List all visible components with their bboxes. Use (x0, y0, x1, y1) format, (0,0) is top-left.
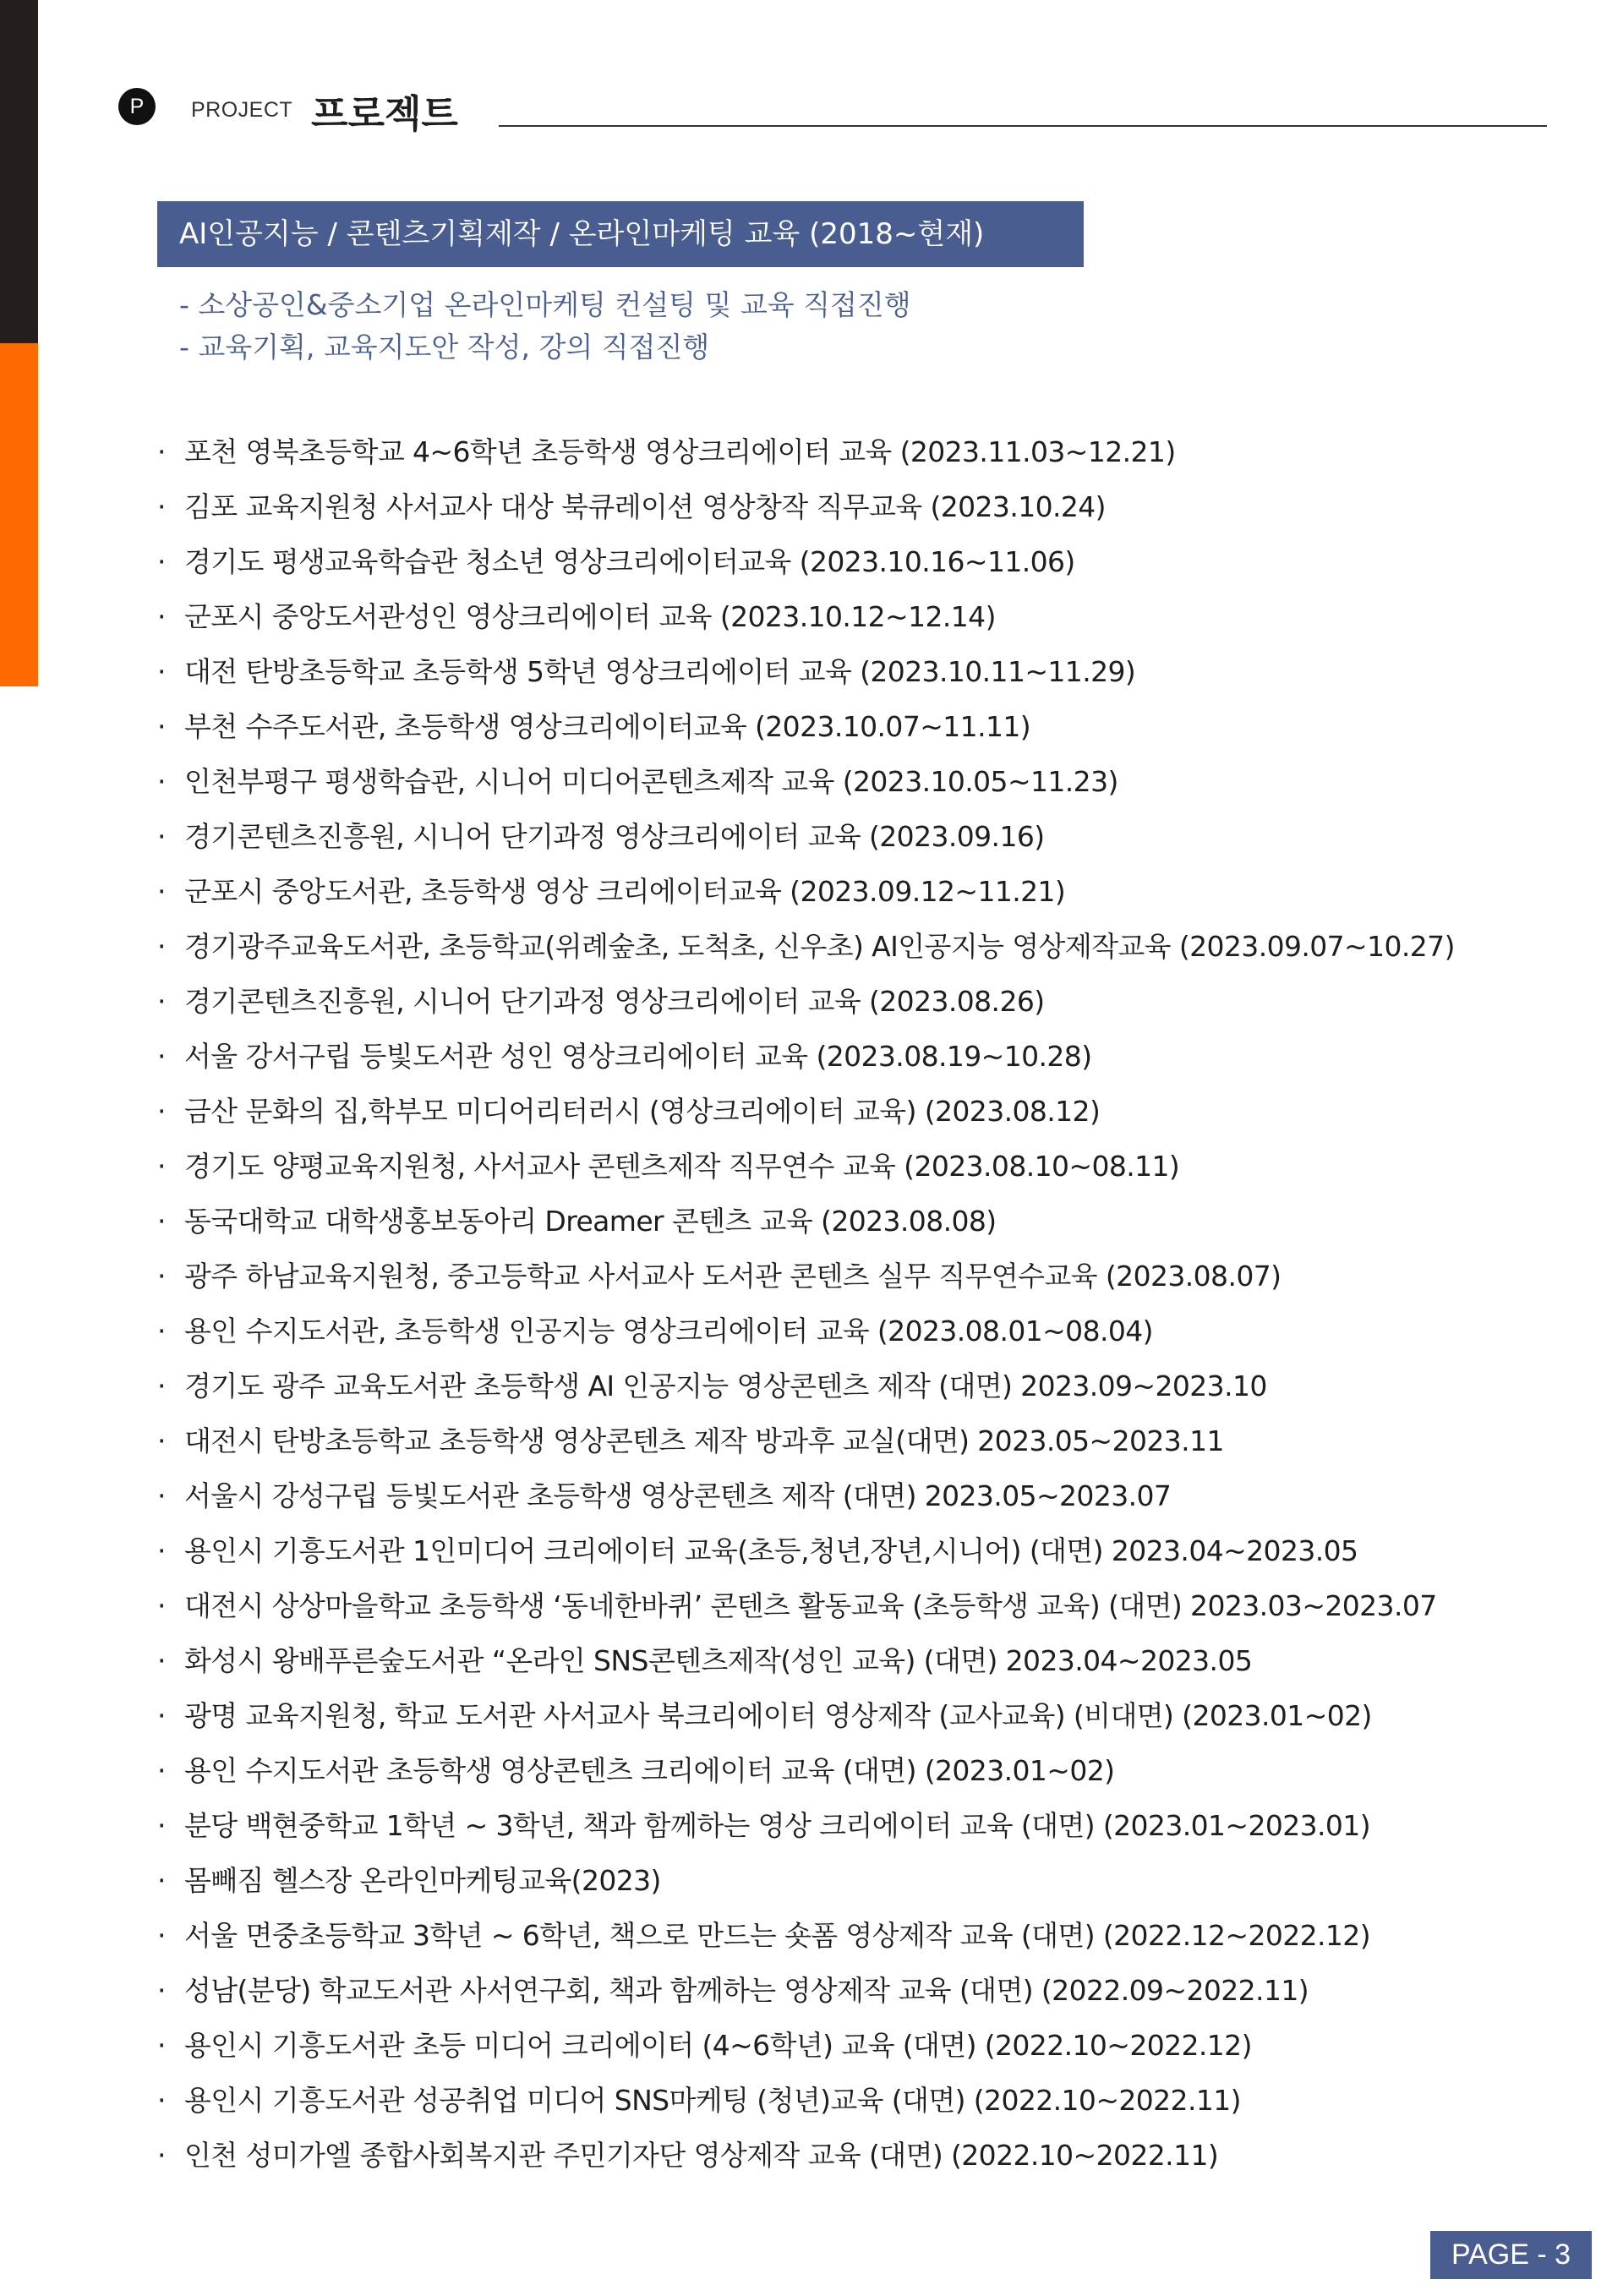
project-list-item (157, 1798, 1455, 1853)
project-list-item (157, 2128, 1455, 2183)
project-text: 서울시 강성구립 등빛도서관 초등학생 영상콘텐츠 제작 (대면) 2023.05~2023.07 (184, 1479, 1172, 1512)
project-list-item (157, 1139, 1455, 1194)
project-text: 경기콘텐츠진흥원, 시니어 단기과정 영상크리에이터 교육 (2023.08.26) (184, 985, 1045, 1018)
bullet-icon: · (157, 1974, 166, 2007)
bullet-icon: · (157, 1589, 166, 1622)
project-text: 용인시 기흥도서관 1인미디어 크리에이터 교육(초등,청년,장년,시니어) (대면) 2023.04~2023.05 (184, 1534, 1358, 1567)
bullet-icon: · (157, 2139, 166, 2172)
header-title-ko: 프로젝트 (311, 91, 458, 136)
project-text: 화성시 왕배푸른숲도서관 “온라인 SNS콘텐츠제작(성인 교육) (대면) 2023.04~2023.05 (184, 1644, 1253, 1677)
project-list-item (157, 1358, 1455, 1413)
bullet-icon: · (157, 1754, 166, 1787)
project-list-item (157, 424, 1455, 479)
project-list-item (157, 1304, 1455, 1358)
project-list-item (157, 974, 1455, 1029)
bullet-icon: · (157, 435, 166, 468)
bullet-icon: · (157, 545, 166, 578)
project-list-item (157, 1413, 1455, 1468)
bullet-icon: · (157, 820, 166, 853)
project-text: 포천 영북초등학교 4~6학년 초등학생 영상크리에이터 교육 (2023.11.03~12.21) (184, 435, 1176, 468)
project-list-item (157, 1688, 1455, 1743)
bullet-icon: · (157, 875, 166, 908)
bullet-icon: · (157, 655, 166, 688)
project-text: 대전 탄방초등학교 초등학생 5학년 영상크리에이터 교육 (2023.10.11~11.29) (184, 655, 1136, 688)
project-list-item (157, 1249, 1455, 1304)
project-text: 대전시 상상마을학교 초등학생 ‘동네한바퀴’ 콘텐츠 활동교육 (초등학생 교육) (대면) 2023.03~2023.07 (184, 1589, 1437, 1622)
project-list-item (157, 919, 1455, 974)
page-header (118, 81, 1547, 135)
project-list-item (157, 589, 1455, 644)
project-text: 경기도 평생교육학습관 청소년 영상크리에이터교육 (2023.10.16~11.06) (184, 545, 1075, 578)
bullet-icon: · (157, 1919, 166, 1952)
bullet-icon: · (157, 985, 166, 1018)
bullet-icon: · (157, 1479, 166, 1512)
project-badge-icon: P (118, 88, 156, 125)
project-text: 성남(분당) 학교도서관 사서연구회, 책과 함께하는 영상제작 교육 (대면) (2022.09~2022.11) (184, 1974, 1309, 2007)
bullet-icon: · (157, 930, 166, 963)
project-list-item (157, 1963, 1455, 2018)
bullet-icon: · (157, 1260, 166, 1293)
section-summary (179, 284, 911, 369)
project-list-item (157, 1578, 1455, 1633)
project-text: 광명 교육지원청, 학교 도서관 사서교사 북크리에이터 영상제작 (교사교육) (비대면) (2023.01~02) (184, 1699, 1372, 1732)
project-text: 용인 수지도서관, 초등학생 인공지능 영상크리에이터 교육 (2023.08.01~08.04) (184, 1315, 1153, 1348)
project-list-item (157, 1029, 1455, 1084)
project-text: 용인 수지도서관 초등학생 영상콘텐츠 크리에이터 교육 (대면) (2023.01~02) (184, 1754, 1115, 1787)
project-list-item (157, 2073, 1455, 2128)
project-text: 경기광주교육도서관, 초등학교(위례숲초, 도척초, 신우초) AI인공지능 영상제작교육 (2023.09.07~10.27) (184, 930, 1455, 963)
project-text: 광주 하남교육지원청, 중고등학교 사서교사 도서관 콘텐츠 실무 직무연수교육 (2023.08.07) (184, 1260, 1281, 1293)
project-text: 인천부평구 평생학습관, 시니어 미디어콘텐츠제작 교육 (2023.10.05~11.23) (184, 765, 1118, 798)
bullet-icon: · (157, 2084, 166, 2117)
project-text: 김포 교육지원청 사서교사 대상 북큐레이션 영상창작 직무교육 (2023.10.24) (184, 490, 1106, 523)
bullet-icon: · (157, 765, 166, 798)
bullet-icon: · (157, 1150, 166, 1183)
bullet-icon: · (157, 1040, 166, 1073)
project-text: 경기도 양평교육지원청, 사서교사 콘텐츠제작 직무연수 교육 (2023.08.10~08.11) (184, 1150, 1180, 1183)
project-text: 경기도 광주 교육도서관 초등학생 AI 인공지능 영상콘텐츠 제작 (대면) 2023.09~2023.10 (184, 1369, 1267, 1402)
project-list-item (157, 1743, 1455, 1798)
bullet-icon: · (157, 1205, 166, 1238)
project-text: 분당 백현중학교 1학년 ~ 3학년, 책과 함께하는 영상 크리에이터 교육 (대면) (2023.01~2023.01) (184, 1809, 1370, 1842)
project-text: 인천 성미가엘 종합사회복지관 주민기자단 영상제작 교육 (대면) (2022.10~2022.11) (184, 2139, 1219, 2172)
project-text: 서울 면중초등학교 3학년 ~ 6학년, 책으로 만드는 숏폼 영상제작 교육 (대면) (2022.12~2022.12) (184, 1919, 1370, 1952)
project-text: 금산 문화의 집,학부모 미디어리터러시 (영상크리에이터 교육) (2023.08.12) (184, 1095, 1101, 1128)
project-text: 경기콘텐츠진흥원, 시니어 단기과정 영상크리에이터 교육 (2023.09.16) (184, 820, 1045, 853)
bullet-icon: · (157, 1095, 166, 1128)
section-title: AI인공지능 / 콘텐츠기획제작 / 온라인마케팅 교육 (2018~현재) (157, 201, 1084, 267)
project-list-item (157, 1853, 1455, 1908)
project-text: 서울 강서구립 등빛도서관 성인 영상크리에이터 교육 (2023.08.19~10.28) (184, 1040, 1092, 1073)
project-text: 대전시 탄방초등학교 초등학생 영상콘텐츠 제작 방과후 교실(대면) 2023.05~2023.11 (184, 1424, 1224, 1457)
header-title-en: PROJECT (191, 98, 293, 122)
project-list-item (157, 699, 1455, 754)
summary-item: - 소상공인&중소기업 온라인마케팅 컨설팅 및 교육 직접진행 (179, 288, 911, 321)
summary-item: - 교육기획, 교육지도안 작성, 강의 직접진행 (179, 331, 710, 364)
side-accent-orange (0, 343, 38, 686)
project-list-item (157, 864, 1455, 919)
bullet-icon: · (157, 2029, 166, 2062)
bullet-icon: · (157, 1809, 166, 1842)
project-list-item (157, 534, 1455, 589)
bullet-icon: · (157, 1369, 166, 1402)
project-list-item (157, 1084, 1455, 1139)
bullet-icon: · (157, 1424, 166, 1457)
project-text: 용인시 기흥도서관 성공취업 미디어 SNS마케팅 (청년)교육 (대면) (2022.10~2022.11) (184, 2084, 1241, 2117)
page-number-badge: PAGE - 3 (1430, 2231, 1592, 2279)
project-text: 동국대학교 대학생홍보동아리 Dreamer 콘텐츠 교육 (2023.08.08) (184, 1205, 997, 1238)
bullet-icon: · (157, 1644, 166, 1677)
header-divider (499, 125, 1547, 127)
bullet-icon: · (157, 600, 166, 633)
project-list-item (157, 1633, 1455, 1688)
bullet-icon: · (157, 1864, 166, 1897)
project-list-item (157, 1468, 1455, 1523)
project-list-item (157, 644, 1455, 699)
project-list-item (157, 479, 1455, 534)
project-list-item (157, 1194, 1455, 1249)
project-list (157, 424, 1455, 2183)
bullet-icon: · (157, 1315, 166, 1348)
project-text: 군포시 중앙도서관성인 영상크리에이터 교육 (2023.10.12~12.14) (184, 600, 996, 633)
project-list-item (157, 754, 1455, 809)
project-text: 부천 수주도서관, 초등학생 영상크리에이터교육 (2023.10.07~11.11) (184, 710, 1031, 743)
bullet-icon: · (157, 490, 166, 523)
side-accent-dark (0, 0, 38, 343)
project-list-item (157, 809, 1455, 864)
bullet-icon: · (157, 1534, 166, 1567)
bullet-icon: · (157, 710, 166, 743)
project-text: 용인시 기흥도서관 초등 미디어 크리에이터 (4~6학년) 교육 (대면) (2022.10~2022.12) (184, 2029, 1252, 2062)
project-list-item (157, 1523, 1455, 1578)
bullet-icon: · (157, 1699, 166, 1732)
project-text: 군포시 중앙도서관, 초등학생 영상 크리에이터교육 (2023.09.12~11.21) (184, 875, 1066, 908)
project-text: 몸빼짐 헬스장 온라인마케팅교육(2023) (184, 1864, 661, 1897)
project-list-item (157, 2018, 1455, 2073)
project-list-item (157, 1908, 1455, 1963)
